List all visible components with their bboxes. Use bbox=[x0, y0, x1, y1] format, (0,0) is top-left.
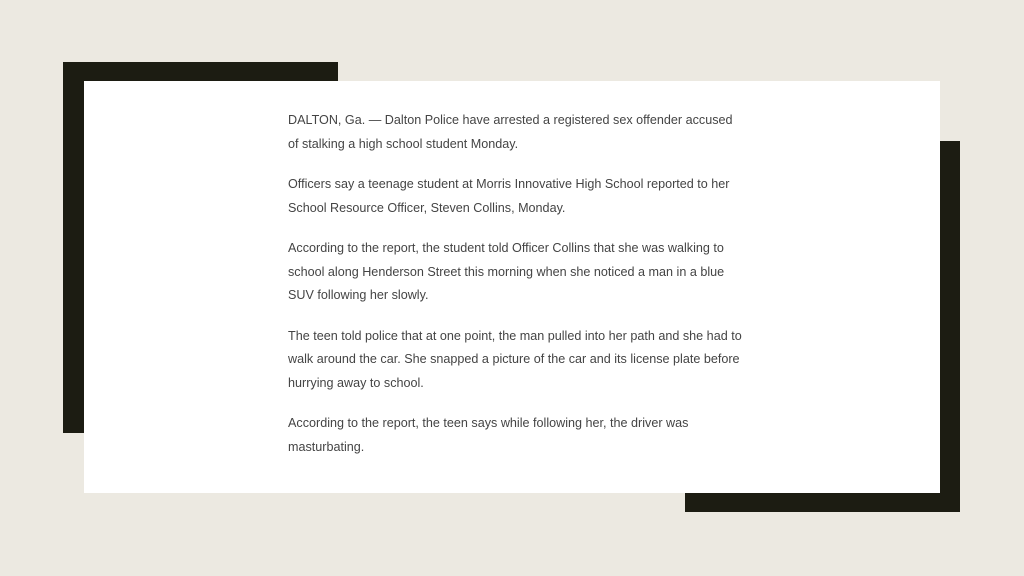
article-paragraph-1: DALTON, Ga. — Dalton Police have arrested a registered sex offender accused of stalking a high school student Monday. bbox=[288, 113, 733, 151]
article-paragraph-4: The teen told police that at one point, the man pulled into her path and she had to walk around the car. She snapped a picture of the car and its license plate before hurrying away to school. bbox=[288, 328, 742, 390]
article-paragraph-5: According to the report, the teen says while following her, the driver was masturbating. bbox=[288, 416, 689, 454]
article-body bbox=[288, 109, 744, 476]
article-paragraph-3: According to the report, the student told Officer Collins that she was walking to school along Henderson Street this morning when she noticed a man in a blue SUV following her slowly. bbox=[288, 241, 725, 302]
article-paragraph-2: Officers say a teenage student at Morris Innovative High School reported to her School Resource Officer, Steven Collins, Monday. bbox=[288, 177, 730, 215]
slide-content-card bbox=[84, 81, 940, 493]
